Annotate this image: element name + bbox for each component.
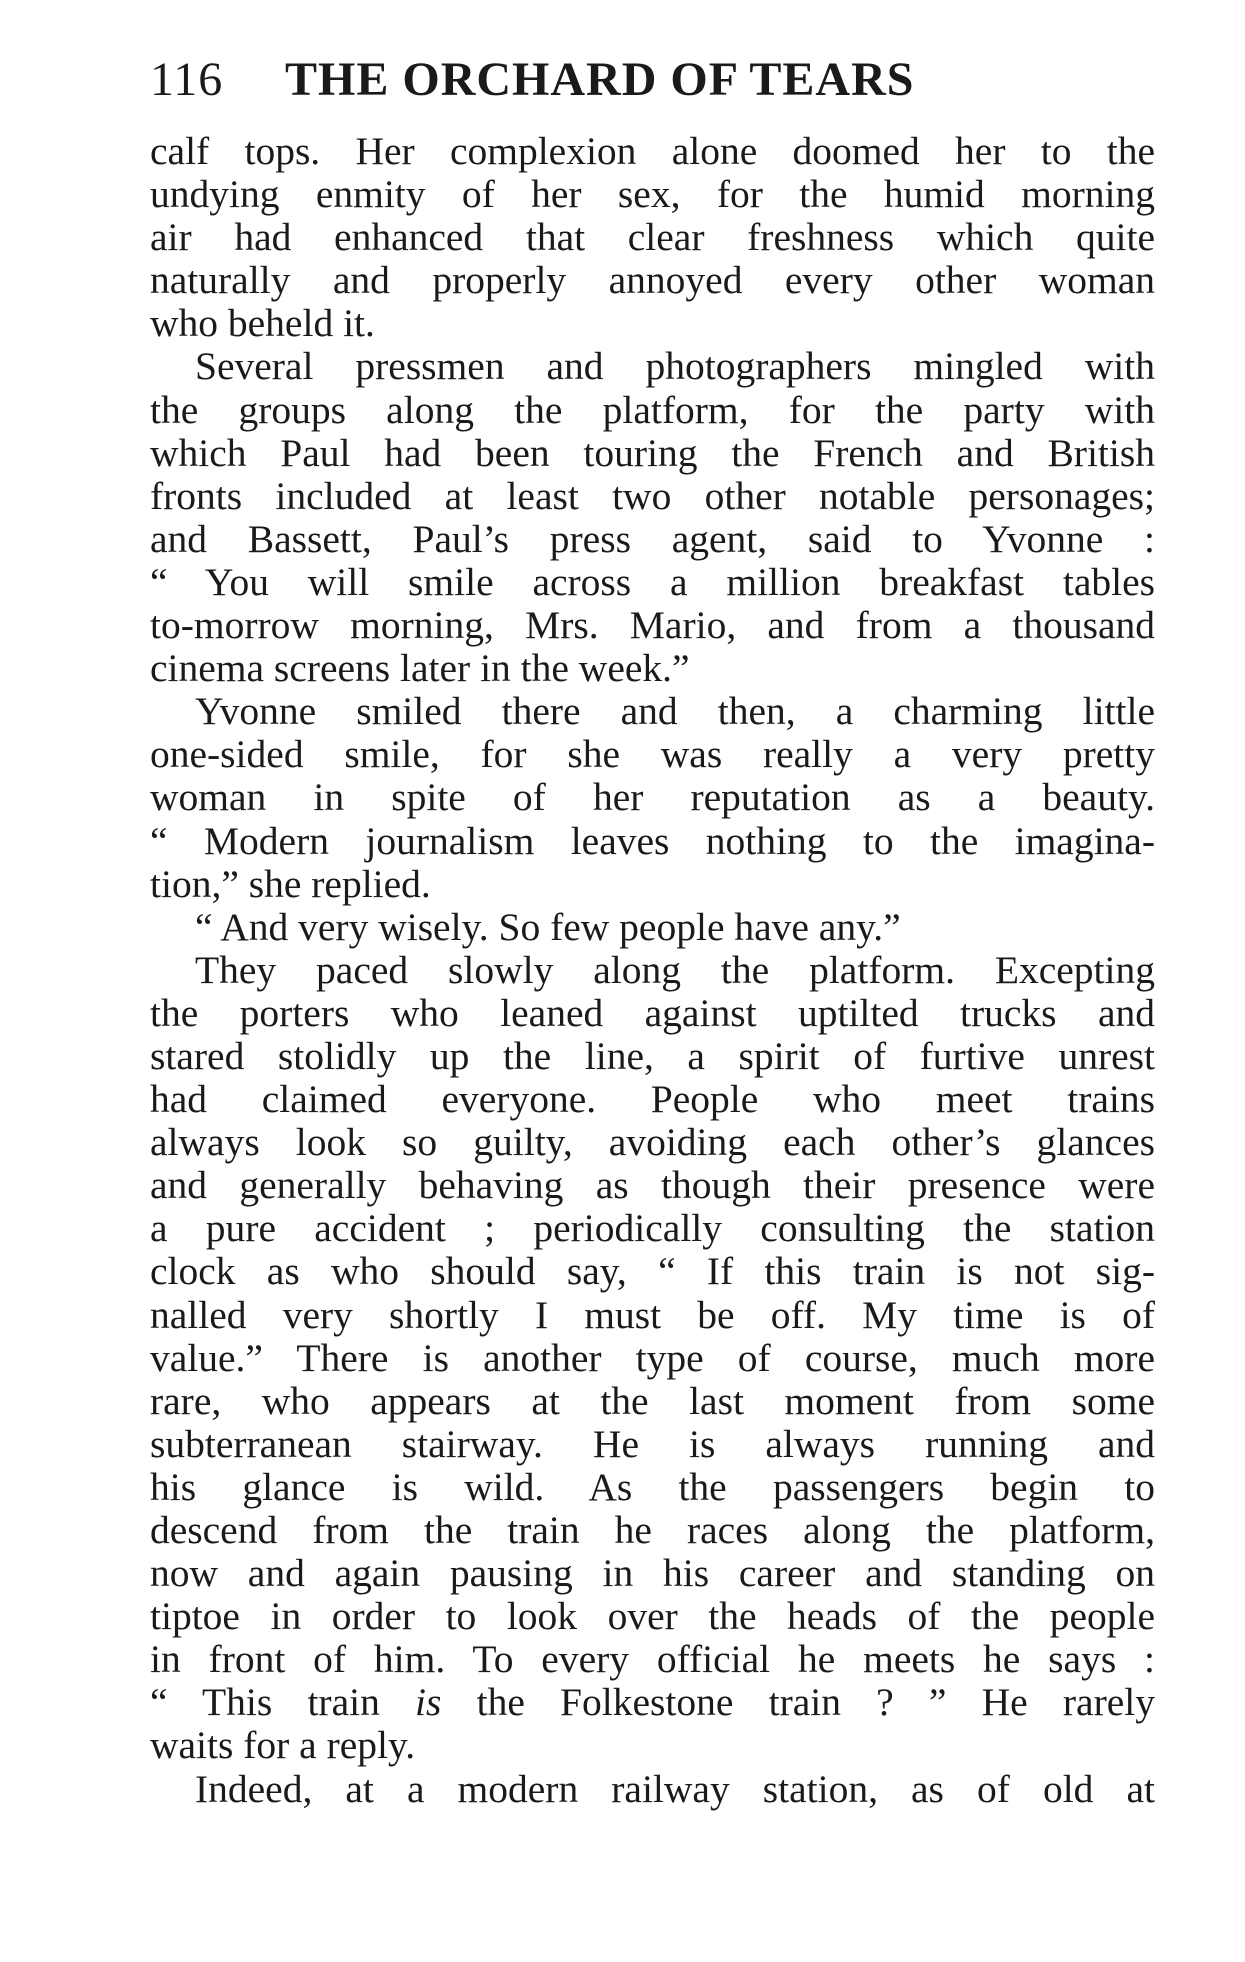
text-line: woman in spite of her reputation as a beauty.	[150, 776, 1155, 820]
text-line: tion,” she replied.	[150, 862, 431, 906]
text-line: had claimed everyone. People who meet trains	[150, 1078, 1155, 1122]
text-line: his glance is wild. As the passengers begin to	[150, 1465, 1155, 1509]
text-line: and generally behaving as though their presence were	[150, 1164, 1155, 1208]
text-line: to-morrow morning, Mrs. Mario, and from a thousand	[150, 604, 1155, 648]
text-line: naturally and properly annoyed every other woman	[150, 259, 1155, 303]
text-line: Yvonne smiled there and then, a charming little	[195, 690, 1155, 734]
text-line: They paced slowly along the platform. Excepting	[195, 948, 1155, 992]
text-line: value.” There is another type of course, much more	[150, 1336, 1155, 1380]
text-line: calf tops. Her complexion alone doomed her to the	[150, 130, 1155, 173]
text-line: tiptoe in order to look over the heads of the people	[150, 1595, 1155, 1639]
page-number: 116	[150, 53, 224, 106]
text-line: always look so guilty, avoiding each other’s glances	[150, 1121, 1155, 1165]
text-line: descend from the train he races along the platform,	[150, 1509, 1155, 1552]
text-line: the groups along the platform, for the party with	[150, 388, 1155, 432]
text-line: which Paul had been touring the French and British	[150, 431, 1155, 475]
text-line: “ And very wisely. So few people have any.”	[195, 905, 901, 949]
text-line: air had enhanced that clear freshness which quite	[150, 216, 1155, 260]
text-line: a pure accident ; periodically consulting the station	[150, 1207, 1155, 1251]
running-title: THE ORCHARD OF TEARS	[285, 53, 915, 106]
text-line: subterranean stairway. He is always running and	[150, 1422, 1155, 1466]
text-line: “ You will smile across a million breakfast tables	[150, 560, 1155, 604]
text-line: clock as who should say, “ If this train is not sig-	[150, 1250, 1155, 1294]
text-line: undying enmity of her sex, for the humid morning	[150, 173, 1155, 217]
text-line: cinema screens later in the week.”	[150, 647, 690, 691]
text-line: the porters who leaned against uptilted trucks and	[150, 991, 1155, 1035]
text-line: rare, who appears at the last moment from some	[150, 1379, 1155, 1423]
text-line: stared stolidly up the line, a spirit of furtive unrest	[150, 1034, 1155, 1078]
text-line: Several pressmen and photographers mingled with	[195, 345, 1155, 389]
text-line: and Bassett, Paul’s press agent, said to Yvonne :	[150, 517, 1155, 561]
text-line: who beheld it.	[150, 302, 375, 346]
text-line: waits for a reply.	[150, 1724, 416, 1768]
text-line: now and again pausing in his career and standing on	[150, 1552, 1155, 1596]
body-text	[150, 130, 1155, 1811]
text-line: in front of him. To every official he meets he says :	[150, 1638, 1155, 1682]
text-line: one-sided smile, for she was really a very pretty	[150, 733, 1155, 777]
text-line: “ This train is the Folkestone train ? ” He rarely	[150, 1681, 1155, 1725]
text-line: “ Modern journalism leaves nothing to the imagina-	[150, 819, 1155, 863]
text-line: Indeed, at a modern railway station, as of old at	[195, 1767, 1155, 1811]
text-line: fronts included at least two other notable personages;	[150, 474, 1155, 518]
text-line: nalled very shortly I must be off. My time is of	[150, 1293, 1155, 1337]
page-header	[150, 52, 1150, 112]
